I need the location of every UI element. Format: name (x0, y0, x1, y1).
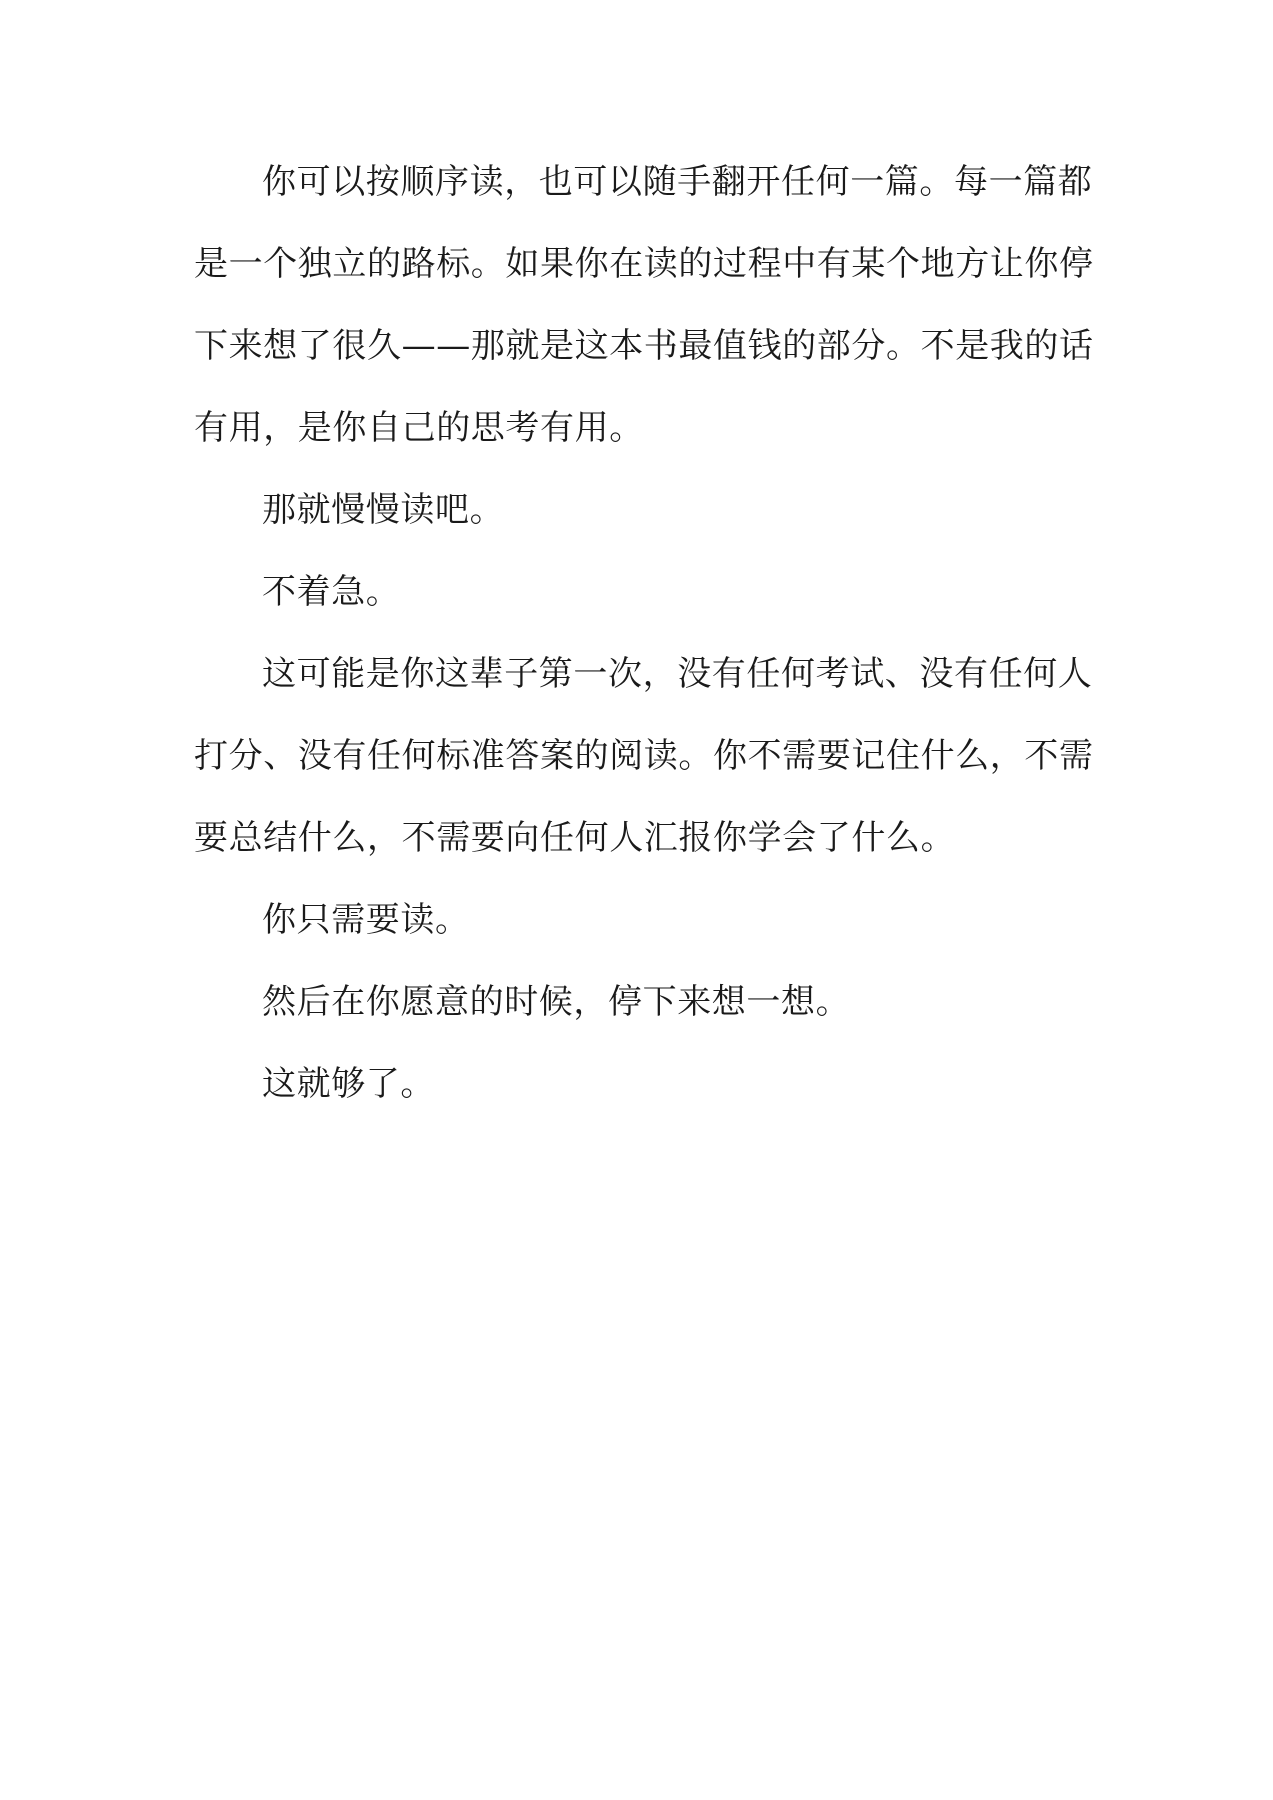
paragraph-1 (194, 162, 1094, 448)
paragraph-line: 这就够了。 (262, 1064, 435, 1104)
paragraph-line: 你可以按顺序读，也可以随手翻开任何一篇。每一篇都 (262, 162, 1093, 202)
paragraph-line: 那就慢慢读吧。 (262, 490, 505, 530)
paragraph-line: 你只需要读。 (262, 900, 470, 940)
document-body (194, 162, 1094, 1148)
paragraph-line: 要总结什么，不需要向任何人汇报你学会了什么。 (194, 818, 956, 858)
paragraph-2 (194, 492, 1084, 528)
paragraph-line: 打分、没有任何标准答案的阅读。你不需要记住什么，不需 (194, 736, 1094, 776)
paragraph-6 (194, 984, 1084, 1020)
paragraph-line: 不着急。 (262, 572, 401, 612)
paragraph-7 (194, 1066, 1084, 1102)
paragraph-4 (194, 654, 1094, 858)
paragraph-5 (194, 902, 1084, 938)
paragraph-line: 下来想了很久——那就是这本书最值钱的部分。不是我的话 (194, 326, 1094, 366)
paragraph-line: 这可能是你这辈子第一次，没有任何考试、没有任何人 (262, 654, 1093, 694)
paragraph-line: 然后在你愿意的时候，停下来想一想。 (262, 982, 851, 1022)
paragraph-line: 有用，是你自己的思考有用。 (194, 408, 644, 448)
paragraph-3 (194, 574, 1084, 610)
paragraph-line: 是一个独立的路标。如果你在读的过程中有某个地方让你停 (194, 244, 1094, 284)
